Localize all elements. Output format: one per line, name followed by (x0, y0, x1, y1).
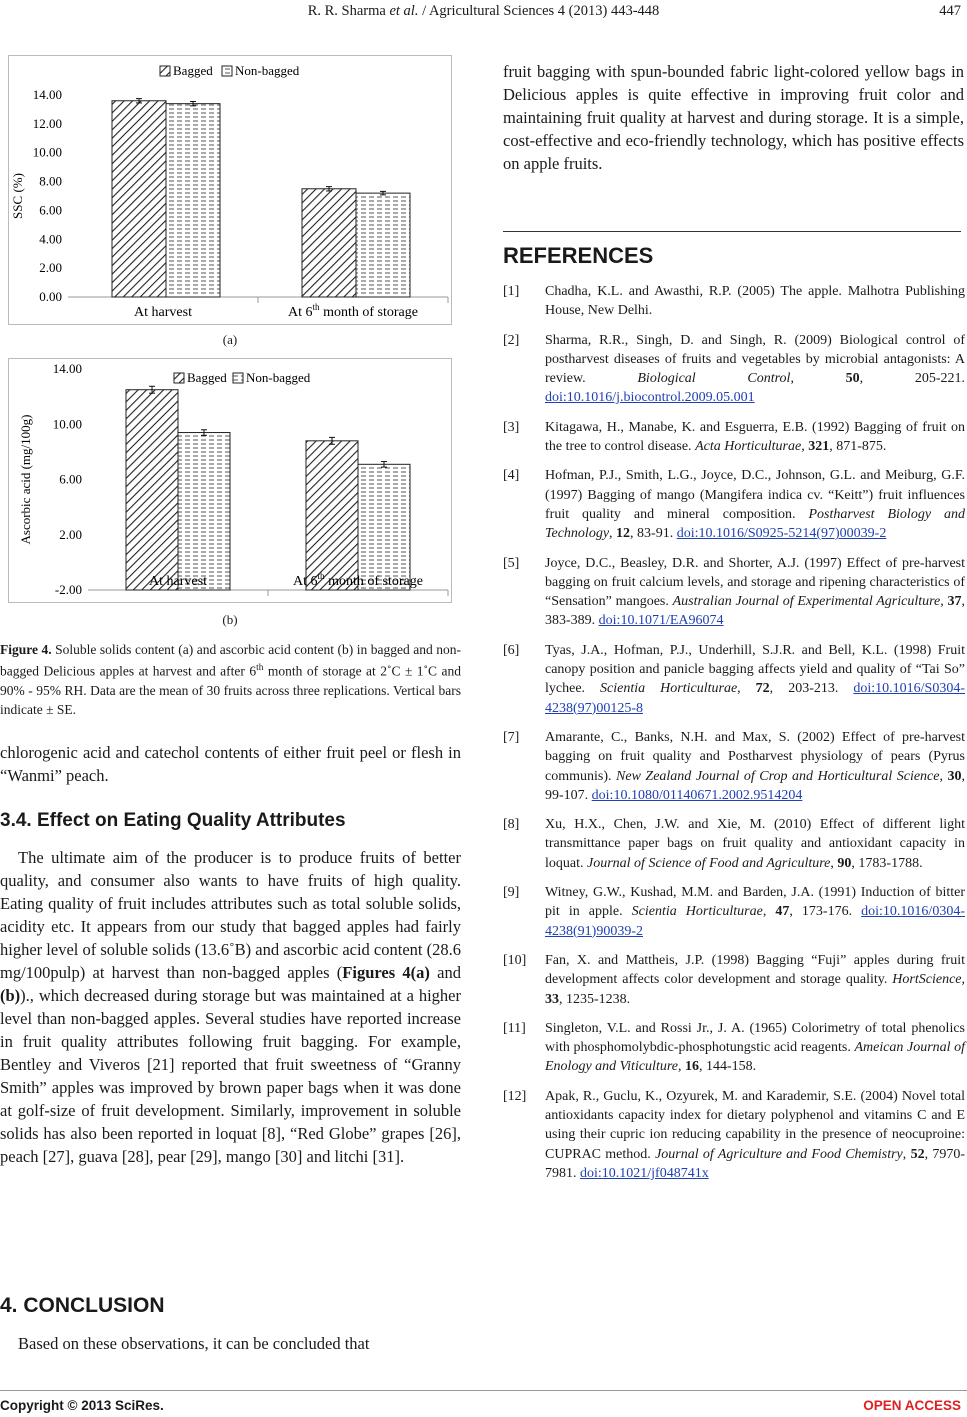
chart-ascorbic (8, 358, 452, 603)
reference-item: [2] Sharma, R.R., Singh, D. and Singh, R. (2009) Biological control of postharvest diseases of fruits and vegetables by microbial antagonists: A review. Biological Control, 50, 205-221. doi:10.1016/j.biocontrol.2009.05.001 (503, 332, 965, 406)
doi-link[interactable]: doi:10.1071/EA96074 (598, 613, 724, 629)
reference-item: [1] Chadha, K.L. and Awasthi, R.P. (2005) The apple. Malhotra Publishing House, New Delhi. (503, 284, 965, 319)
doi-link[interactable]: doi:10.1016/0304-4238(91)90039-2 (545, 904, 965, 939)
reference-number: [12] (503, 1088, 527, 1104)
y-tick-label: 2.00 (39, 260, 62, 276)
reference-item: [4] Hofman, P.J., Smith, L.G., Joyce, D.C., Johnson, G.L. and Meiburg, G.F. (1997) Bagging of mango (Mangifera indica cv. “Keitt”) fruit influences fruit quality and mineral composition. Postharvest Biology and Technology, 12, 83-91. doi:10.1016/S0925-5214(97)00039-2 (503, 468, 965, 542)
bar-bagged (126, 390, 178, 590)
reference-item: [5] Joyce, D.C., Beasley, D.R. and Shorter, A.J. (1997) Effect of pre-harvest bagging on fruit calcium levels, and storage and ripening characteristics of “Sensation” mangoes. Australian Journal of Experimental Agriculture, 37, 383-389. doi:10.1071/EA96074 (503, 555, 965, 629)
chart-a-label: (a) (222, 332, 238, 347)
bar-non-bagged (166, 104, 220, 297)
y-tick-label: 8.00 (39, 173, 62, 189)
doi-link[interactable]: doi:10.1021/jf048741x (580, 1165, 709, 1181)
doi-link[interactable]: doi:10.1016/S0925-5214(97)00039-2 (676, 526, 887, 542)
reference-item: [12] Apak, R., Guclu, K., Ozyurek, M. and Karademir, S.E. (2004) Novel total antioxidants capacity index for dietary polyphenol and vitamins C and E using their cupric ion reducing capability in the presence of neocuproine: CUPRAC method. Journal of Agriculture and Food Chemistry, 52, 7970-7981. doi:10.1021/jf048741x (503, 1088, 966, 1181)
y-tick-label: 10.00 (32, 144, 62, 160)
reference-number: [7] (503, 729, 520, 745)
y-axis-label: Ascorbic acid (mg/100g) (18, 414, 33, 545)
reference-number: [6] (503, 642, 520, 658)
figure-caption: Figure 4. Soluble solids content (a) and ascorbic acid content (b) in bagged and non-bagged Delicious apples at harvest and after 6th month of storage at 2˚C ± 1˚C and 90% - 95% RH. Data are the mean of 30 fruits across three replications. Vertical bars indicate ± SE. (0, 642, 462, 717)
reference-item: [6] Tyas, J.A., Hofman, P.J., Underhill, S.J.R. and Bell, K.L. (1998) Fruit canopy position and panicle bagging affects yield and quality of “Tai So” lychee. Scientia Horticulturae, 72, 203-213. doi:10.1016/S0304-4238(97)00125-8 (503, 642, 965, 716)
bar-non-bagged (178, 433, 230, 590)
open-access-badge: OPEN ACCESS (863, 1398, 961, 1413)
paragraph-conclusion-cont: fruit bagging with spun-bounded fabric light-colored yellow bags in Delicious apples is quite effective in improving fruit color and maintaining fruit quality at harvest and during storage. It is a simple, cost-effective and eco-friendly technology, which has positive effects on apple fruits. (503, 62, 964, 173)
y-tick-label: 10.00 (52, 416, 82, 432)
reference-list (503, 282, 965, 1193)
legend-swatch (222, 66, 232, 76)
y-tick-label: 4.00 (39, 231, 62, 247)
intro-paragraph: chlorogenic acid and catechol contents of either fruit peel or flesh in “Wanmi” peach. (0, 743, 461, 785)
x-tick-label: At 6th month of storage (288, 302, 418, 320)
reference-item: [8] Xu, H.X., Chen, J.W. and Xie, M. (2010) Effect of different light transmittance paper bags on fruit quality and antioxidant capacity in loquat. Journal of Science of Food and Agriculture, 90, 1783-1788. (503, 817, 965, 871)
footer-divider (0, 1390, 967, 1391)
doi-link[interactable]: doi:10.1016/S0304-4238(97)00125-8 (545, 681, 965, 716)
references-heading: REFERENCES (503, 243, 654, 268)
doi-link[interactable]: doi:10.1080/01140671.2002.9514204 (591, 787, 803, 803)
reference-number: [9] (503, 885, 520, 901)
page-number: 447 (939, 3, 961, 19)
x-tick-label: At harvest (134, 305, 192, 320)
reference-number: [3] (503, 419, 520, 435)
legend-swatch (174, 373, 184, 383)
paragraph-conclusion-start: Based on these observations, it can be concluded that (18, 1334, 370, 1353)
reference-number: [4] (503, 468, 520, 484)
copyright: Copyright © 2013 SciRes. (0, 1398, 164, 1413)
x-tick-label: At harvest (149, 574, 207, 589)
doi-link[interactable]: doi:10.1016/j.biocontrol.2009.05.001 (545, 390, 755, 406)
y-tick-label: 0.00 (39, 289, 62, 304)
legend-label: Non-bagged (235, 63, 300, 78)
bar-bagged (112, 101, 166, 297)
bar-non-bagged (356, 193, 410, 297)
y-tick-label: 14.00 (52, 361, 82, 376)
section-heading-3-4: 3.4. Effect on Eating Quality Attributes (0, 810, 346, 831)
paragraph-eating-quality: The ultimate aim of the producer is to produce fruits of better quality, and consumer also wants to have fruits of high quality. Eating quality of fruit includes attributes such as total soluble solids, acidity etc. It appears from our study that bagged apples had fairly higher level of soluble solids (13.6˚B) and ascorbic acid content (28.6 mg/100pulp) at harvest than non-bagged apples (Figures 4(a) and (b))., which decreased during storage but was maintained at a higher level than non-bagged apples. Several studies have reported increase in fruit quality attributes following fruit bagging. For example, Bentley and Viveros [21] reported that fruit sweetness of “Granny Smith” apples was improved by brown paper bags when it was done at golf-size of fruit development. Similarly, improvement in soluble solids has also been reported in loquat [8], “Red Globe” grapes [26], peach [27], guava [28], pear [29], mango [30] and litchi [31]. (0, 848, 461, 1166)
chart-b-label: (b) (222, 612, 238, 627)
y-tick-label: 2.00 (59, 526, 82, 542)
reference-item: [3] Kitagawa, H., Manabe, K. and Esguerra, E.B. (1992) Bagging of fruit on the tree to control disease. Acta Horticulturae, 321, 871-875. (503, 419, 965, 455)
legend-label: Bagged (187, 370, 227, 385)
legend-swatch (160, 66, 170, 76)
x-tick-label: At 6th month of storage (293, 571, 423, 589)
y-tick-label: 14.00 (32, 87, 62, 102)
bar-bagged (302, 189, 356, 297)
reference-number: [1] (503, 284, 520, 299)
y-tick-label: 6.00 (59, 471, 82, 487)
running-header: R. R. Sharma et al. / Agricultural Sciences 4 (2013) 443-448 (307, 3, 660, 19)
bar-bagged (306, 441, 358, 590)
reference-number: [8] (503, 817, 520, 833)
reference-number: [11] (503, 1020, 526, 1036)
legend-label: Non-bagged (246, 370, 311, 385)
chart-ssc (8, 55, 452, 325)
legend-label: Bagged (173, 63, 213, 78)
reference-item: [10] Fan, X. and Mattheis, J.P. (1998) Bagging “Fuji” apples during fruit development affects color development and storage quality. HortScience, 33, 1235-1238. (503, 952, 965, 1007)
reference-number: [2] (503, 332, 520, 348)
divider (503, 231, 961, 232)
section-heading-conclusion: 4. CONCLUSION (0, 1294, 165, 1317)
legend-swatch (233, 373, 243, 383)
y-tick-label: -2.00 (54, 582, 82, 597)
reference-number: [10] (503, 952, 527, 968)
bar-non-bagged (358, 464, 410, 590)
reference-number: [5] (503, 555, 520, 571)
reference-item: [11] Singleton, V.L. and Rossi Jr., J. A. (1965) Colorimetry of total phenolics with phosphomolybdic-phosphotungstic acid reagents. Ameican Journal of Enology and Viticulture, 16, 144-158. (503, 1020, 966, 1075)
y-tick-label: 12.00 (32, 115, 62, 131)
y-tick-label: 6.00 (39, 202, 62, 218)
y-axis-label: SSC (%) (10, 173, 25, 219)
reference-item: [9] Witney, G.W., Kushad, M.M. and Barden, J.A. (1991) Induction of bitter pit in apple. Scientia Horticulturae, 47, 173-176. doi:10.1016/0304-4238(91)90039-2 (503, 885, 965, 939)
reference-item: [7] Amarante, C., Banks, N.H. and Max, S. (2002) Effect of pre-harvest bagging on fruit quality and Postharvest physiology of pears (Pyrus communis). New Zealand Journal of Crop and Horticultural Science, 30, 99-107. doi:10.1080/01140671.2002.9514204 (503, 729, 966, 803)
